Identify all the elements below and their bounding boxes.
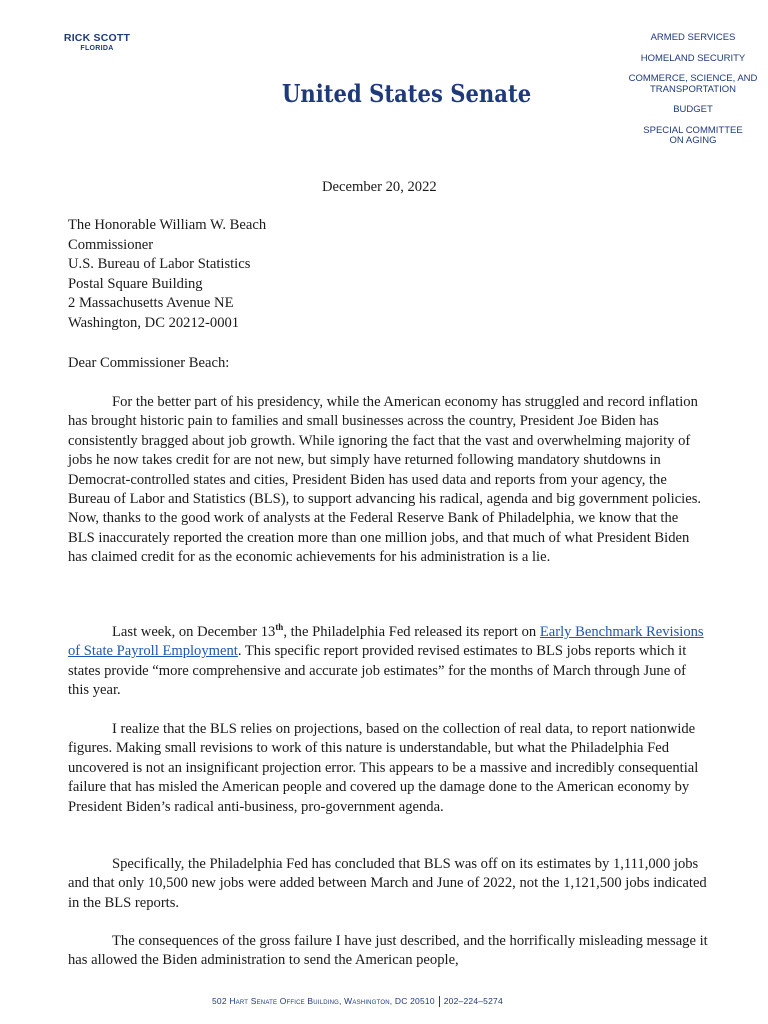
letter-date: December 20, 2022 <box>322 179 437 195</box>
senator-name: RICK SCOTT <box>63 32 131 44</box>
office-address: 502 Hart Senate Office Building, Washington, DC 20510 <box>212 996 435 1006</box>
body-paragraph <box>68 623 708 701</box>
salutation: Dear Commissioner Beach: <box>68 355 230 371</box>
committee-item: BUDGET <box>673 104 713 115</box>
footer-address <box>212 996 503 1007</box>
address-line: U.S. Bureau of Labor Statistics <box>68 256 251 273</box>
body-paragraph: Specifically, the Philadelphia Fed has concluded that BLS was off on its estimates by 1,111,000 jobs and that only 10,500 new jobs were added between March and June of 2022, not the 1,121,500 jobs indicated in the BLS reports. <box>68 856 707 911</box>
senator-state: FLORIDA <box>80 45 114 52</box>
address-line: Postal Square Building <box>68 275 203 292</box>
address-line: 2 Massachusetts Avenue NE <box>68 295 234 312</box>
senate-title: United States Senate <box>282 79 532 108</box>
paragraph-text: . This specific report provided revised estimates to BLS jobs reports which it states provide “more comprehensive and accurate job estimates” for the months of March through June of this year. <box>68 643 687 699</box>
address-line: The Honorable William W. Beach <box>68 217 267 233</box>
body-paragraph: For the better part of his presidency, while the American economy has struggled and record inflation has brought historic pain to families and small businesses across the country, President Joe Biden has consistently bragged about job growth. While ignoring the fact that the vast and overwhelming majority of jobs he now takes credit for are not new, but simply have returned following mandatory shutdowns in Democrat-controlled states and cities, President Biden has used data and reports from your agency, the Bureau of Labor and Statistics (BLS), to support advancing his radical, agenda and big government policies. Now, thanks to the good work of analysts at the Federal Reserve Bank of Philadelphia, we know that the BLS inaccurately reported the creation more than one million jobs, and that much of what President Biden has claimed credit for as the economic achievements for his administration is a lie. <box>68 394 702 566</box>
ordinal-suffix: th <box>275 622 284 633</box>
body-paragraph: The consequences of the gross failure I have just described, and the horrifically misleading message it has allowed the Biden administration to send the American people, <box>68 933 708 969</box>
senator-letterhead <box>62 32 132 54</box>
footer-divider <box>439 996 440 1007</box>
committee-item: ARMED SERVICES <box>650 32 736 43</box>
recipient-address <box>68 216 266 334</box>
committee-list <box>618 33 768 157</box>
paragraph-text: , the Philadelphia Fed released its report on <box>283 624 540 640</box>
address-line: Washington, DC 20212-0001 <box>68 314 240 331</box>
paragraph-text: Last week, on December 13 <box>112 624 276 640</box>
committee-item: SPECIAL COMMITTEE ON AGING <box>643 124 743 146</box>
office-phone: 202–224–5274 <box>443 996 503 1006</box>
report-link[interactable]: Early Benchmark Revisions of State Payroll Employment <box>68 624 704 660</box>
committee-item: HOMELAND SECURITY <box>640 52 746 64</box>
address-line: Commissioner <box>68 236 154 253</box>
committee-item: COMMERCE, SCIENCE, AND TRANSPORTATION <box>628 73 758 95</box>
body-paragraph: I realize that the BLS relies on projections, based on the collection of real data, to report nationwide figures. Making small revisions to work of this nature is understandable, but what the Philadelphia Fed uncovered is not an insignificant projection error. This appears to be a massive and incredibly consequential failure that has misled the American people and covered up the damage done to the American economy by President Biden’s radical anti-business, pro-government agenda. <box>68 721 699 815</box>
